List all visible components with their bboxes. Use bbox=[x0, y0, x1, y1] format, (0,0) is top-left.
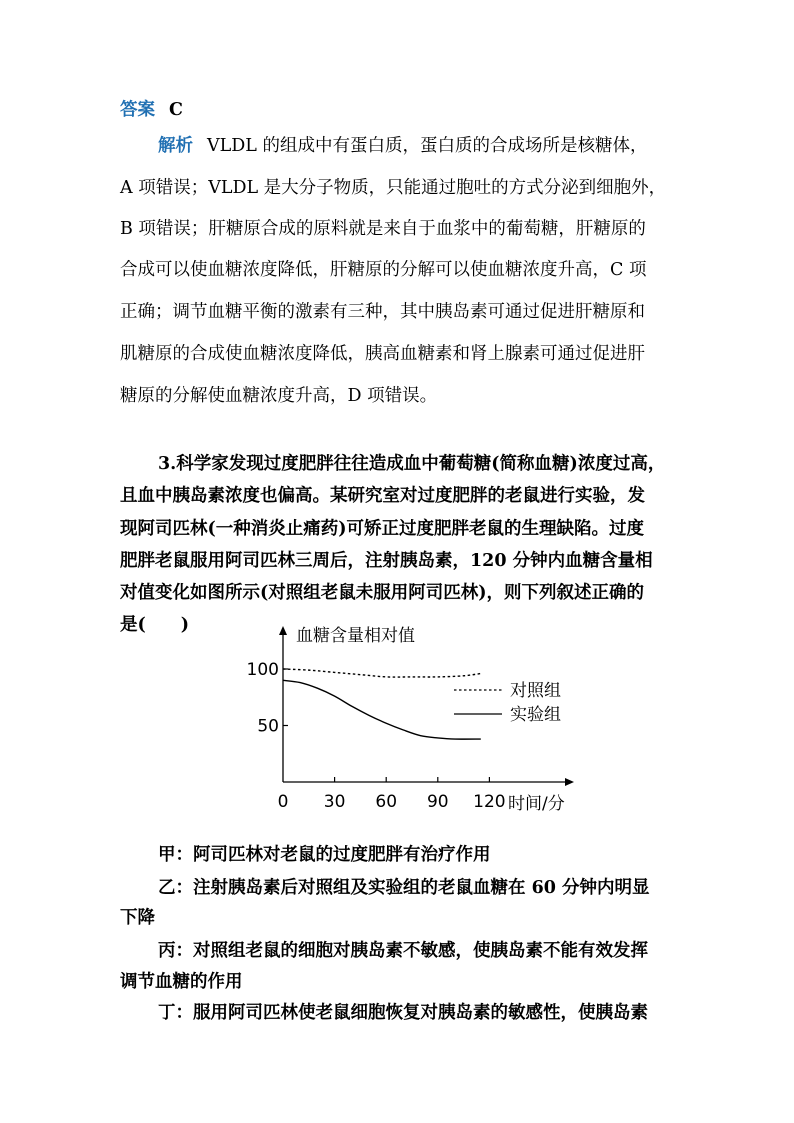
answer-line bbox=[120, 98, 183, 122]
analysis-text: VLDL 的组成中有蛋白质，蛋白质的合成场所是核糖体， bbox=[207, 136, 648, 156]
legend-label-control: 对照组 bbox=[510, 681, 561, 701]
x-tick-label-60: 60 bbox=[375, 792, 398, 812]
question-line-5: 对值变化如图所示(对照组老鼠未服用阿司匹林)，则下列叙述正确的 bbox=[120, 583, 645, 603]
analysis-line-4: 合成可以使血糖浓度降低，肝糖原的分解可以使血糖浓度升高，C 项 bbox=[120, 260, 647, 280]
analysis-line-7: 糖原的分解使血糖浓度升高，D 项错误。 bbox=[120, 386, 438, 406]
legend-label-experiment: 实验组 bbox=[510, 705, 561, 725]
x-axis-label: 时间/分 bbox=[508, 794, 565, 814]
analysis-line-6: 肌糖原的合成使血糖浓度降低，胰高血糖素和肾上腺素可通过促进肝 bbox=[120, 344, 645, 364]
analysis-line-1 bbox=[158, 134, 647, 158]
x-axis-arrow bbox=[565, 778, 574, 786]
y-axis-arrow bbox=[279, 626, 287, 635]
graph-svg bbox=[234, 614, 594, 834]
series-line-experiment bbox=[283, 680, 481, 739]
option-ding-line-1: 丁：服用阿司匹林使老鼠细胞恢复对胰岛素的敏感性，使胰岛素 bbox=[158, 1003, 648, 1023]
analysis-line-2: A 项错误；VLDL 是大分子物质，只能通过胞吐的方式分泌到细胞外， bbox=[120, 178, 667, 198]
question-line-4: 肥胖老鼠服用阿司匹林三周后，注射胰岛素，120 分钟内血糖含量相 bbox=[120, 551, 653, 571]
blood-sugar-graph bbox=[234, 614, 594, 834]
answer-label: 答案 bbox=[120, 100, 155, 120]
x-tick-label-30: 30 bbox=[323, 792, 346, 812]
y-tick-label-100: 100 bbox=[246, 660, 279, 680]
option-bing-line-2: 调节血糖的作用 bbox=[120, 972, 243, 992]
option-yi-line-2: 下降 bbox=[120, 908, 155, 928]
option-bing-line-1: 丙：对照组老鼠的细胞对胰岛素不敏感，使胰岛素不能有效发挥 bbox=[158, 941, 648, 961]
question-line-2: 且血中胰岛素浓度也偏高。某研究室对过度肥胖的老鼠进行实验，发 bbox=[120, 486, 645, 506]
question-line-6: 是( ) bbox=[120, 615, 190, 635]
analysis-label: 解析 bbox=[158, 136, 193, 156]
x-tick-label-0: 0 bbox=[277, 792, 289, 812]
analysis-line-5: 正确；调节血糖平衡的激素有三种，其中胰岛素可通过促进肝糖原和 bbox=[120, 302, 645, 322]
option-yi-line-1: 乙：注射胰岛素后对照组及实验组的老鼠血糖在 60 分钟内明显 bbox=[158, 878, 650, 898]
x-tick-label-120: 120 bbox=[473, 792, 506, 812]
y-axis-label: 血糖含量相对值 bbox=[296, 626, 415, 646]
analysis-line-3: B 项错误；肝糖原合成的原料就是来自于血浆中的葡萄糖，肝糖原的 bbox=[120, 219, 646, 239]
x-tick-label-90: 90 bbox=[426, 792, 449, 812]
option-jia: 甲：阿司匹林对老鼠的过度肥胖有治疗作用 bbox=[158, 845, 491, 865]
question-line-1: 3.科学家发现过度肥胖往往造成血中葡萄糖(简称血糖)浓度过高， bbox=[158, 454, 666, 474]
y-tick-label-50: 50 bbox=[257, 716, 279, 737]
question-line-3: 现阿司匹林(一种消炎止痛药)可矫正过度肥胖老鼠的生理缺陷。过度 bbox=[120, 519, 645, 539]
answer-value: C bbox=[169, 100, 183, 120]
series-line-control bbox=[283, 669, 481, 677]
